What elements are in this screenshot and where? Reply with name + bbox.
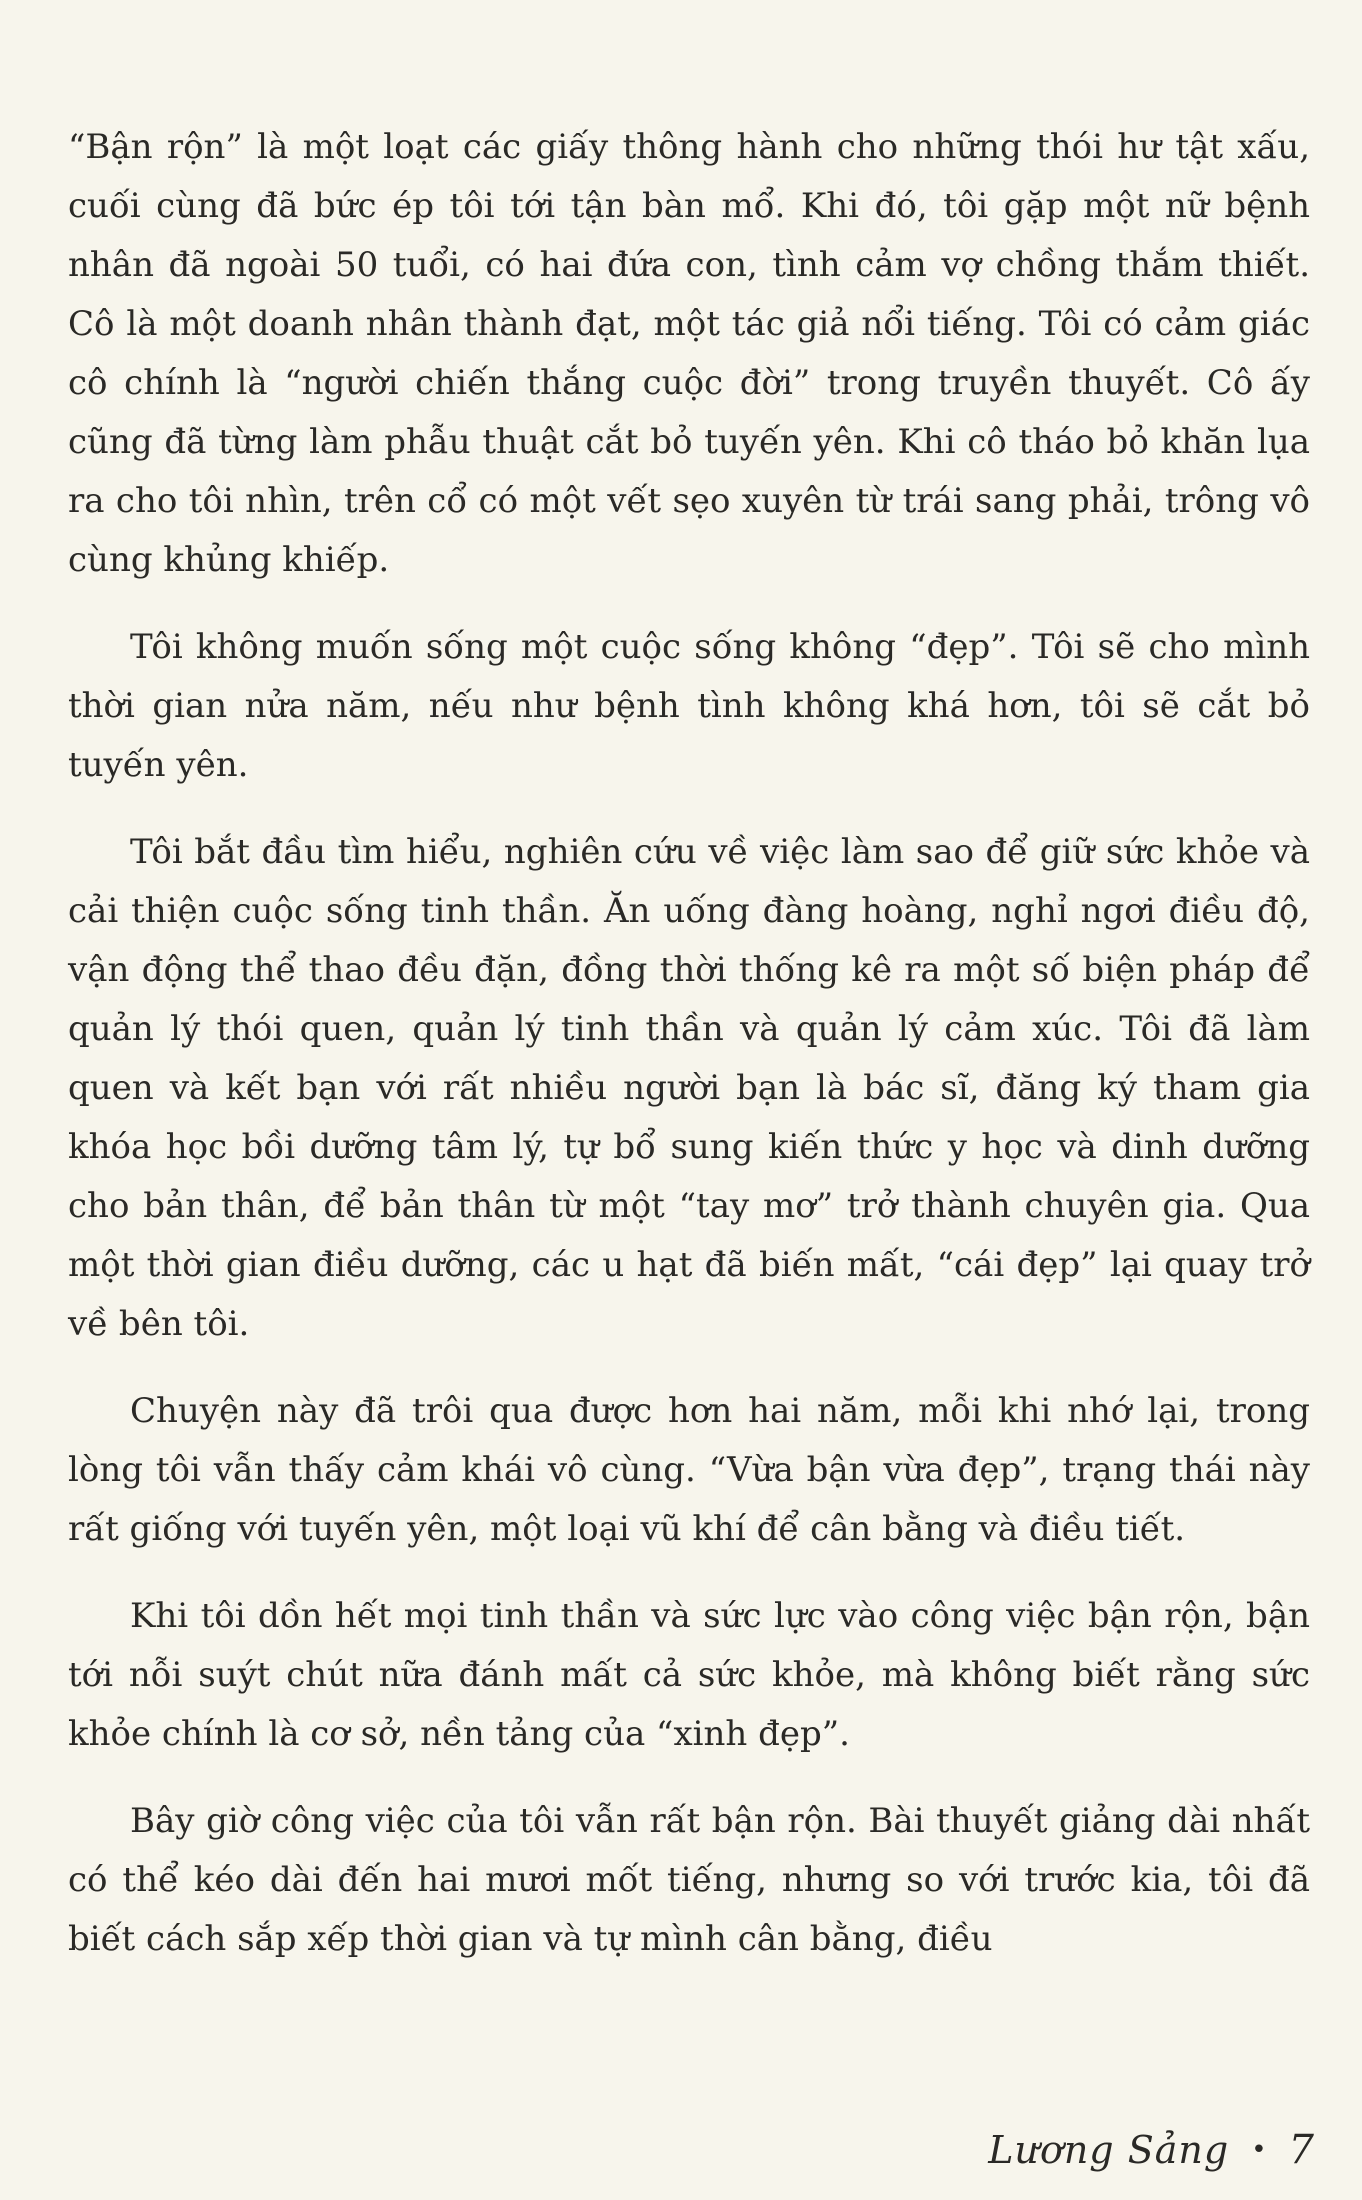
page-number: 7 xyxy=(1288,2127,1314,2173)
paragraph: Bây giờ công việc của tôi vẫn rất bận rộn. Bài thuyết giảng dài nhất có thể kéo dài đến hai mươi mốt tiếng, nhưng so với trước kia, tôi đã biết cách sắp xếp thời gian và tự mình cân bằng, điều xyxy=(68,1801,1310,1959)
paragraph: Khi tôi dồn hết mọi tinh thần và sức lực vào công việc bận rộn, bận tới nỗi suýt chút nữa đánh mất cả sức khỏe, mà không biết rằng sức khỏe chính là cơ sở, nền tảng của “xinh đẹp”. xyxy=(68,1596,1310,1754)
paragraph: Chuyện này đã trôi qua được hơn hai năm, mỗi khi nhớ lại, trong lòng tôi vẫn thấy cảm khái vô cùng. “Vừa bận vừa đẹp”, trạng thái này rất giống với tuyến yên, một loại vũ khí để cân bằng và điều tiết. xyxy=(68,1391,1310,1549)
running-title: Lương Sảng xyxy=(988,2128,1230,2172)
footer-separator: • xyxy=(1251,2135,1267,2165)
page-footer xyxy=(988,2115,1314,2185)
paragraph: “Bận rộn” là một loạt các giấy thông hành cho những thói hư tật xấu, cuối cùng đã bức ép tôi tới tận bàn mổ. Khi đó, tôi gặp một nữ bệnh nhân đã ngoài 50 tuổi, có hai đứa con, tình cảm vợ chồng thắm thiết. Cô là một doanh nhân thành đạt, một tác giả nổi tiếng. Tôi có cảm giác cô chính là “người chiến thắng cuộc đời” trong truyền thuyết. Cô ấy cũng đã từng làm phẫu thuật cắt bỏ tuyến yên. Khi cô tháo bỏ khăn lụa ra cho tôi nhìn, trên cổ có một vết sẹo xuyên từ trái sang phải, trông vô cùng khủng khiếp. xyxy=(68,127,1310,580)
body-text xyxy=(68,118,1310,1969)
paragraph: Tôi không muốn sống một cuộc sống không “đẹp”. Tôi sẽ cho mình thời gian nửa năm, nếu như bệnh tình không khá hơn, tôi sẽ cắt bỏ tuyến yên. xyxy=(68,627,1310,785)
paragraph: Tôi bắt đầu tìm hiểu, nghiên cứu về việc làm sao để giữ sức khỏe và cải thiện cuộc sống tinh thần. Ăn uống đàng hoàng, nghỉ ngơi điều độ, vận động thể thao đều đặn, đồng thời thống kê ra một số biện pháp để quản lý thói quen, quản lý tinh thần và quản lý cảm xúc. Tôi đã làm quen và kết bạn với rất nhiều người bạn là bác sĩ, đăng ký tham gia khóa học bồi dưỡng tâm lý, tự bổ sung kiến thức y học và dinh dưỡng cho bản thân, để bản thân từ một “tay mơ” trở thành chuyên gia. Qua một thời gian điều dưỡng, các u hạt đã biến mất, “cái đẹp” lại quay trở về bên tôi. xyxy=(68,832,1310,1344)
